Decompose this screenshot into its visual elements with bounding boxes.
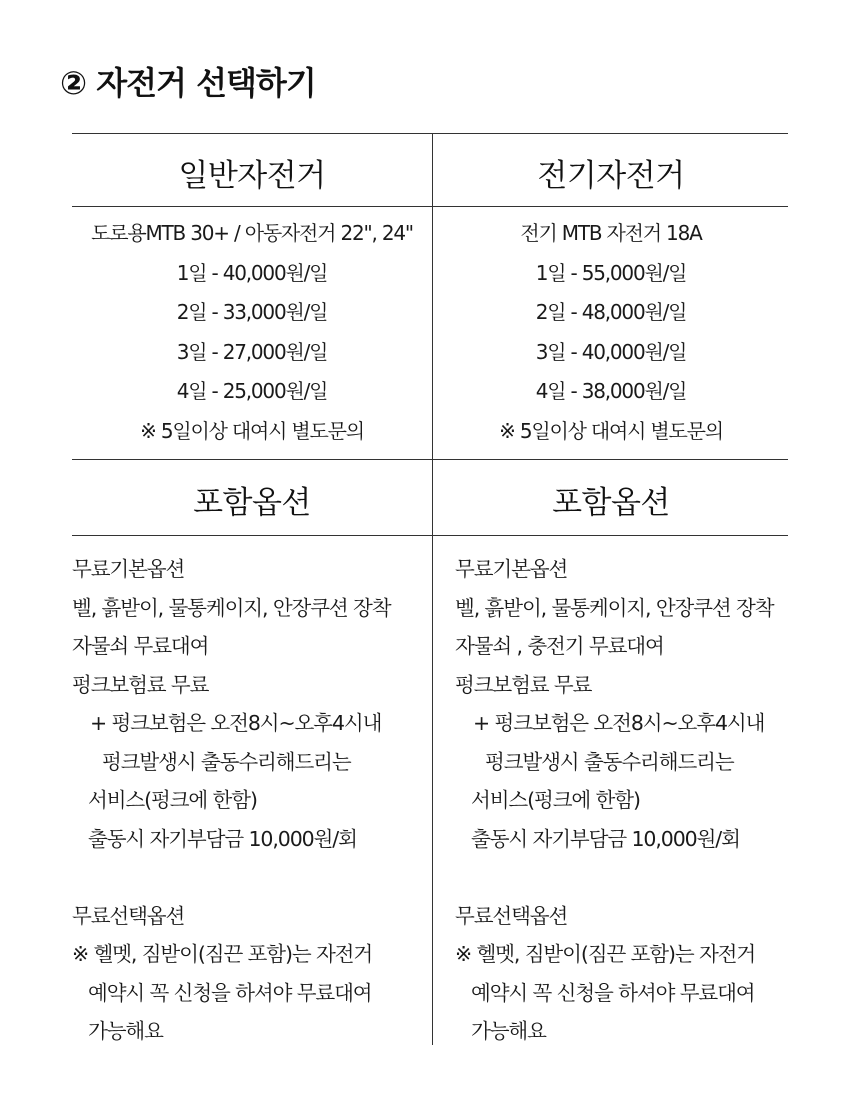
options-list-electric	[455, 550, 773, 1051]
insurance-note: 서비스(펑크에 한함)	[471, 788, 640, 812]
table-top-rule	[72, 133, 788, 134]
price-item: 3일 - 40,000원/일	[535, 339, 687, 364]
insurance-note: + 펑크보험은 오전8시~오후4시내	[90, 711, 382, 735]
select-option-line: ※ 헬멧, 짐받이(짐끈 포함)는 자전거	[72, 942, 373, 966]
lock-charger-rental-line: 자물쇠 , 충전기 무료대여	[455, 634, 664, 658]
insurance-note: 서비스(펑크에 한함)	[88, 788, 257, 812]
price-item: 전기 MTB 자전거 18A	[520, 221, 702, 245]
price-item: 1일 - 55,000원/일	[535, 260, 687, 285]
options-heading-electric: 포함옵션	[552, 485, 670, 521]
select-option-line: 가능해요	[471, 1019, 546, 1043]
insurance-line: 펑크보험료 무료	[455, 672, 592, 697]
spacer	[72, 858, 390, 897]
free-select-title: 무료선택옵션	[455, 903, 568, 928]
options-header-rule	[72, 535, 788, 536]
column-heading-regular: 일반자전거	[178, 158, 326, 194]
price-bottom-rule	[72, 459, 788, 460]
header-bottom-rule	[72, 206, 788, 207]
price-note: ※ 5일이상 대여시 별도문의	[499, 418, 723, 443]
price-item: 도로용MTB 30+ / 아동자전거 22", 24"	[91, 221, 413, 245]
basic-options-line: 벨, 흙받이, 물통케이지, 안장쿠션 장착	[455, 595, 774, 620]
price-item: 4일 - 25,000원/일	[176, 379, 328, 403]
spacer	[455, 858, 773, 897]
price-note: ※ 5일이상 대여시 별도문의	[140, 418, 364, 443]
price-list-regular	[62, 214, 442, 451]
insurance-note: 펑크발생시 출동수리해드리는	[485, 749, 734, 774]
lock-rental-line: 자물쇠 무료대여	[72, 634, 209, 658]
basic-options-line: 벨, 흙받이, 물통케이지, 안장쿠션 장착	[72, 595, 391, 620]
select-option-line: 예약시 꼭 신청을 하셔야 무료대여	[471, 980, 755, 1005]
select-option-line: 가능해요	[88, 1019, 163, 1043]
options-list-regular	[72, 550, 390, 1051]
column-heading-electric: 전기자전거	[537, 158, 685, 194]
price-list-electric	[434, 214, 788, 451]
insurance-note: 펑크발생시 출동수리해드리는	[102, 749, 351, 774]
free-basic-title: 무료기본옵션	[455, 557, 568, 581]
free-select-title: 무료선택옵션	[72, 903, 185, 928]
free-basic-title: 무료기본옵션	[72, 557, 185, 581]
select-option-line: 예약시 꼭 신청을 하셔야 무료대여	[88, 980, 372, 1005]
price-item: 3일 - 27,000원/일	[176, 339, 328, 364]
price-item: 2일 - 48,000원/일	[535, 300, 687, 324]
select-option-line: ※ 헬멧, 짐받이(짐끈 포함)는 자전거	[455, 942, 756, 966]
insurance-line: 펑크보험료 무료	[72, 672, 209, 697]
insurance-note: 출동시 자기부담금 10,000원/회	[471, 826, 740, 851]
insurance-note: 출동시 자기부담금 10,000원/회	[88, 826, 357, 851]
options-heading-regular: 포함옵션	[193, 485, 311, 521]
price-item: 1일 - 40,000원/일	[176, 260, 328, 285]
insurance-note: + 펑크보험은 오전8시~오후4시내	[473, 711, 765, 735]
price-item: 4일 - 38,000원/일	[535, 379, 687, 403]
price-item: 2일 - 33,000원/일	[176, 300, 328, 324]
page-title: ② 자전거 선택하기	[60, 64, 316, 102]
